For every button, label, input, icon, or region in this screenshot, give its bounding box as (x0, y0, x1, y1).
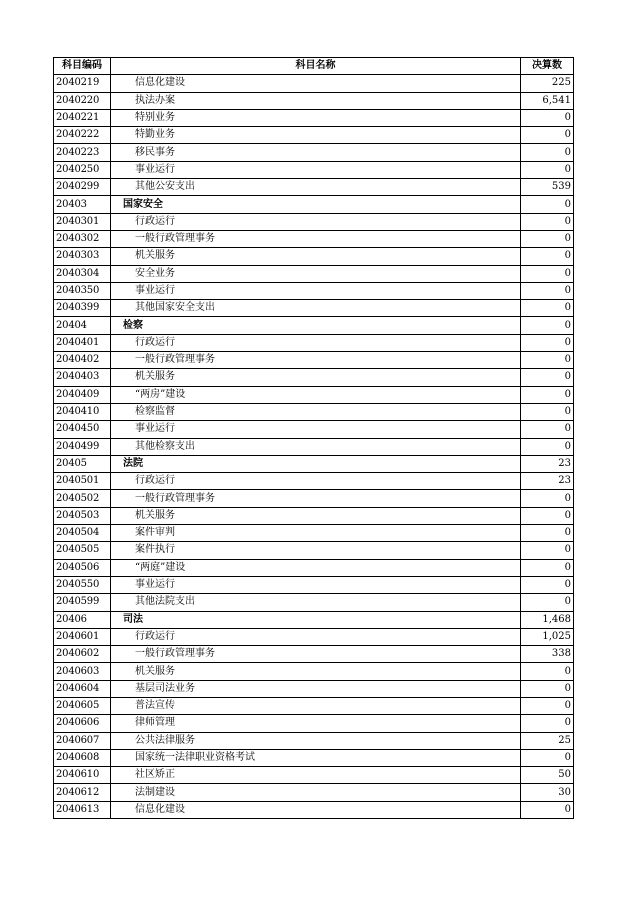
cell-name: 国家安全 (111, 196, 521, 213)
cell-name: 机关服务 (111, 248, 521, 265)
cell-name: 基层司法业务 (111, 680, 521, 697)
cell-amount: 1,468 (521, 611, 574, 628)
table-row (54, 801, 574, 818)
cell-code: 2040612 (54, 784, 111, 801)
cell-amount: 0 (521, 490, 574, 507)
cell-amount: 0 (521, 749, 574, 766)
table-row (54, 767, 574, 784)
cell-amount: 338 (521, 646, 574, 663)
cell-name: 执法办案 (111, 92, 521, 109)
table-row (54, 490, 574, 507)
header-amount: 决算数 (521, 58, 574, 75)
cell-name: 社区矫正 (111, 767, 521, 784)
cell-code: 2040409 (54, 386, 111, 403)
cell-name: 机关服务 (111, 663, 521, 680)
cell-name: 事业运行 (111, 421, 521, 438)
cell-code: 20406 (54, 611, 111, 628)
table-group-row (54, 317, 574, 334)
table-row (54, 161, 574, 178)
cell-amount: 0 (521, 594, 574, 611)
cell-code: 2040219 (54, 75, 111, 92)
header-code: 科目编码 (54, 58, 111, 75)
cell-name: 其他检察支出 (111, 438, 521, 455)
cell-code: 2040613 (54, 801, 111, 818)
cell-amount: 0 (521, 352, 574, 369)
cell-amount: 0 (521, 161, 574, 178)
cell-amount: 539 (521, 179, 574, 196)
cell-amount: 0 (521, 663, 574, 680)
cell-code: 2040606 (54, 715, 111, 732)
table-row (54, 230, 574, 247)
budget-sheet (53, 57, 573, 819)
cell-amount: 0 (521, 680, 574, 697)
cell-amount: 30 (521, 784, 574, 801)
header-name: 科目名称 (111, 58, 521, 75)
table-group-row (54, 611, 574, 628)
cell-amount: 0 (521, 230, 574, 247)
cell-code: 20404 (54, 317, 111, 334)
cell-code: 20405 (54, 455, 111, 472)
cell-code: 2040605 (54, 697, 111, 714)
cell-code: 2040222 (54, 127, 111, 144)
cell-name: 案件审判 (111, 525, 521, 542)
table-row (54, 646, 574, 663)
cell-name: 其他国家安全支出 (111, 300, 521, 317)
cell-amount: 0 (521, 213, 574, 230)
table-header-row (54, 58, 574, 75)
cell-amount: 23 (521, 473, 574, 490)
cell-name: 机关服务 (111, 369, 521, 386)
table-row (54, 92, 574, 109)
table-row (54, 576, 574, 593)
cell-code: 2040504 (54, 525, 111, 542)
cell-code: 2040450 (54, 421, 111, 438)
cell-name: 特勤业务 (111, 127, 521, 144)
cell-amount: 6,541 (521, 92, 574, 109)
cell-amount: 50 (521, 767, 574, 784)
table-row (54, 663, 574, 680)
table-row (54, 300, 574, 317)
cell-amount: 0 (521, 265, 574, 282)
table-row (54, 594, 574, 611)
cell-name: 行政运行 (111, 628, 521, 645)
cell-code: 2040601 (54, 628, 111, 645)
cell-code: 2040499 (54, 438, 111, 455)
table-row (54, 265, 574, 282)
cell-amount: 0 (521, 144, 574, 161)
cell-code: 2040402 (54, 352, 111, 369)
table-row (54, 127, 574, 144)
cell-code: 2040604 (54, 680, 111, 697)
cell-name: 其他公安支出 (111, 179, 521, 196)
cell-amount: 0 (521, 801, 574, 818)
cell-code: 2040350 (54, 282, 111, 299)
cell-amount: 0 (521, 334, 574, 351)
table-row (54, 179, 574, 196)
cell-code: 2040410 (54, 403, 111, 420)
table-row (54, 352, 574, 369)
cell-amount: 25 (521, 732, 574, 749)
table-row (54, 248, 574, 265)
cell-code: 2040223 (54, 144, 111, 161)
cell-code: 20403 (54, 196, 111, 213)
cell-code: 2040505 (54, 542, 111, 559)
cell-code: 2040401 (54, 334, 111, 351)
cell-code: 2040220 (54, 92, 111, 109)
cell-amount: 0 (521, 248, 574, 265)
cell-name: 行政运行 (111, 213, 521, 230)
cell-name: 移民事务 (111, 144, 521, 161)
cell-name: 一般行政管理事务 (111, 230, 521, 247)
cell-name: 机关服务 (111, 507, 521, 524)
cell-amount: 0 (521, 559, 574, 576)
cell-amount: 0 (521, 697, 574, 714)
cell-name: 一般行政管理事务 (111, 490, 521, 507)
cell-name: 法院 (111, 455, 521, 472)
cell-name: 事业运行 (111, 282, 521, 299)
cell-name: 特别业务 (111, 109, 521, 126)
table-row (54, 386, 574, 403)
cell-code: 2040301 (54, 213, 111, 230)
cell-name: 事业运行 (111, 161, 521, 178)
cell-amount: 0 (521, 369, 574, 386)
table-row (54, 784, 574, 801)
table-row (54, 75, 574, 92)
cell-name: 案件执行 (111, 542, 521, 559)
table-row (54, 525, 574, 542)
table-group-row (54, 196, 574, 213)
cell-amount: 0 (521, 386, 574, 403)
cell-amount: 0 (521, 507, 574, 524)
cell-name: 信息化建设 (111, 75, 521, 92)
table-row (54, 749, 574, 766)
cell-code: 2040303 (54, 248, 111, 265)
cell-name: 其他法院支出 (111, 594, 521, 611)
cell-amount: 23 (521, 455, 574, 472)
cell-name: 国家统一法律职业资格考试 (111, 749, 521, 766)
cell-code: 2040304 (54, 265, 111, 282)
cell-name: 行政运行 (111, 473, 521, 490)
cell-name: 行政运行 (111, 334, 521, 351)
table-body (54, 75, 574, 819)
table-row (54, 680, 574, 697)
cell-name: 事业运行 (111, 576, 521, 593)
budget-table (53, 57, 574, 819)
cell-amount: 0 (521, 403, 574, 420)
cell-code: 2040603 (54, 663, 111, 680)
table-row (54, 732, 574, 749)
table-row (54, 369, 574, 386)
cell-name: 安全业务 (111, 265, 521, 282)
table-row (54, 715, 574, 732)
cell-name: 司法 (111, 611, 521, 628)
cell-name: 普法宣传 (111, 697, 521, 714)
table-group-row (54, 455, 574, 472)
cell-code: 2040399 (54, 300, 111, 317)
cell-amount: 0 (521, 282, 574, 299)
cell-code: 2040607 (54, 732, 111, 749)
cell-name: “两房”建设 (111, 386, 521, 403)
table-row (54, 473, 574, 490)
cell-code: 2040302 (54, 230, 111, 247)
cell-amount: 0 (521, 542, 574, 559)
cell-code: 2040403 (54, 369, 111, 386)
table-row (54, 628, 574, 645)
cell-code: 2040501 (54, 473, 111, 490)
table-row (54, 334, 574, 351)
table-row (54, 282, 574, 299)
table-row (54, 213, 574, 230)
cell-code: 2040299 (54, 179, 111, 196)
cell-amount: 0 (521, 109, 574, 126)
table-row (54, 403, 574, 420)
cell-name: 信息化建设 (111, 801, 521, 818)
cell-name: “两庭”建设 (111, 559, 521, 576)
cell-name: 一般行政管理事务 (111, 646, 521, 663)
cell-code: 2040550 (54, 576, 111, 593)
cell-amount: 0 (521, 127, 574, 144)
cell-name: 公共法律服务 (111, 732, 521, 749)
cell-code: 2040221 (54, 109, 111, 126)
cell-code: 2040506 (54, 559, 111, 576)
table-row (54, 559, 574, 576)
cell-code: 2040503 (54, 507, 111, 524)
cell-amount: 0 (521, 715, 574, 732)
table-row (54, 109, 574, 126)
cell-amount: 225 (521, 75, 574, 92)
cell-name: 法制建设 (111, 784, 521, 801)
cell-code: 2040599 (54, 594, 111, 611)
table-row (54, 438, 574, 455)
cell-amount: 0 (521, 317, 574, 334)
cell-code: 2040250 (54, 161, 111, 178)
table-row (54, 144, 574, 161)
cell-name: 律师管理 (111, 715, 521, 732)
cell-amount: 0 (521, 196, 574, 213)
cell-amount: 0 (521, 421, 574, 438)
cell-name: 一般行政管理事务 (111, 352, 521, 369)
cell-code: 2040610 (54, 767, 111, 784)
table-row (54, 542, 574, 559)
cell-code: 2040608 (54, 749, 111, 766)
cell-amount: 0 (521, 438, 574, 455)
table-row (54, 507, 574, 524)
cell-name: 检察监督 (111, 403, 521, 420)
cell-amount: 1,025 (521, 628, 574, 645)
table-row (54, 697, 574, 714)
cell-amount: 0 (521, 576, 574, 593)
table-row (54, 421, 574, 438)
cell-amount: 0 (521, 525, 574, 542)
cell-code: 2040602 (54, 646, 111, 663)
cell-code: 2040502 (54, 490, 111, 507)
cell-amount: 0 (521, 300, 574, 317)
cell-name: 检察 (111, 317, 521, 334)
